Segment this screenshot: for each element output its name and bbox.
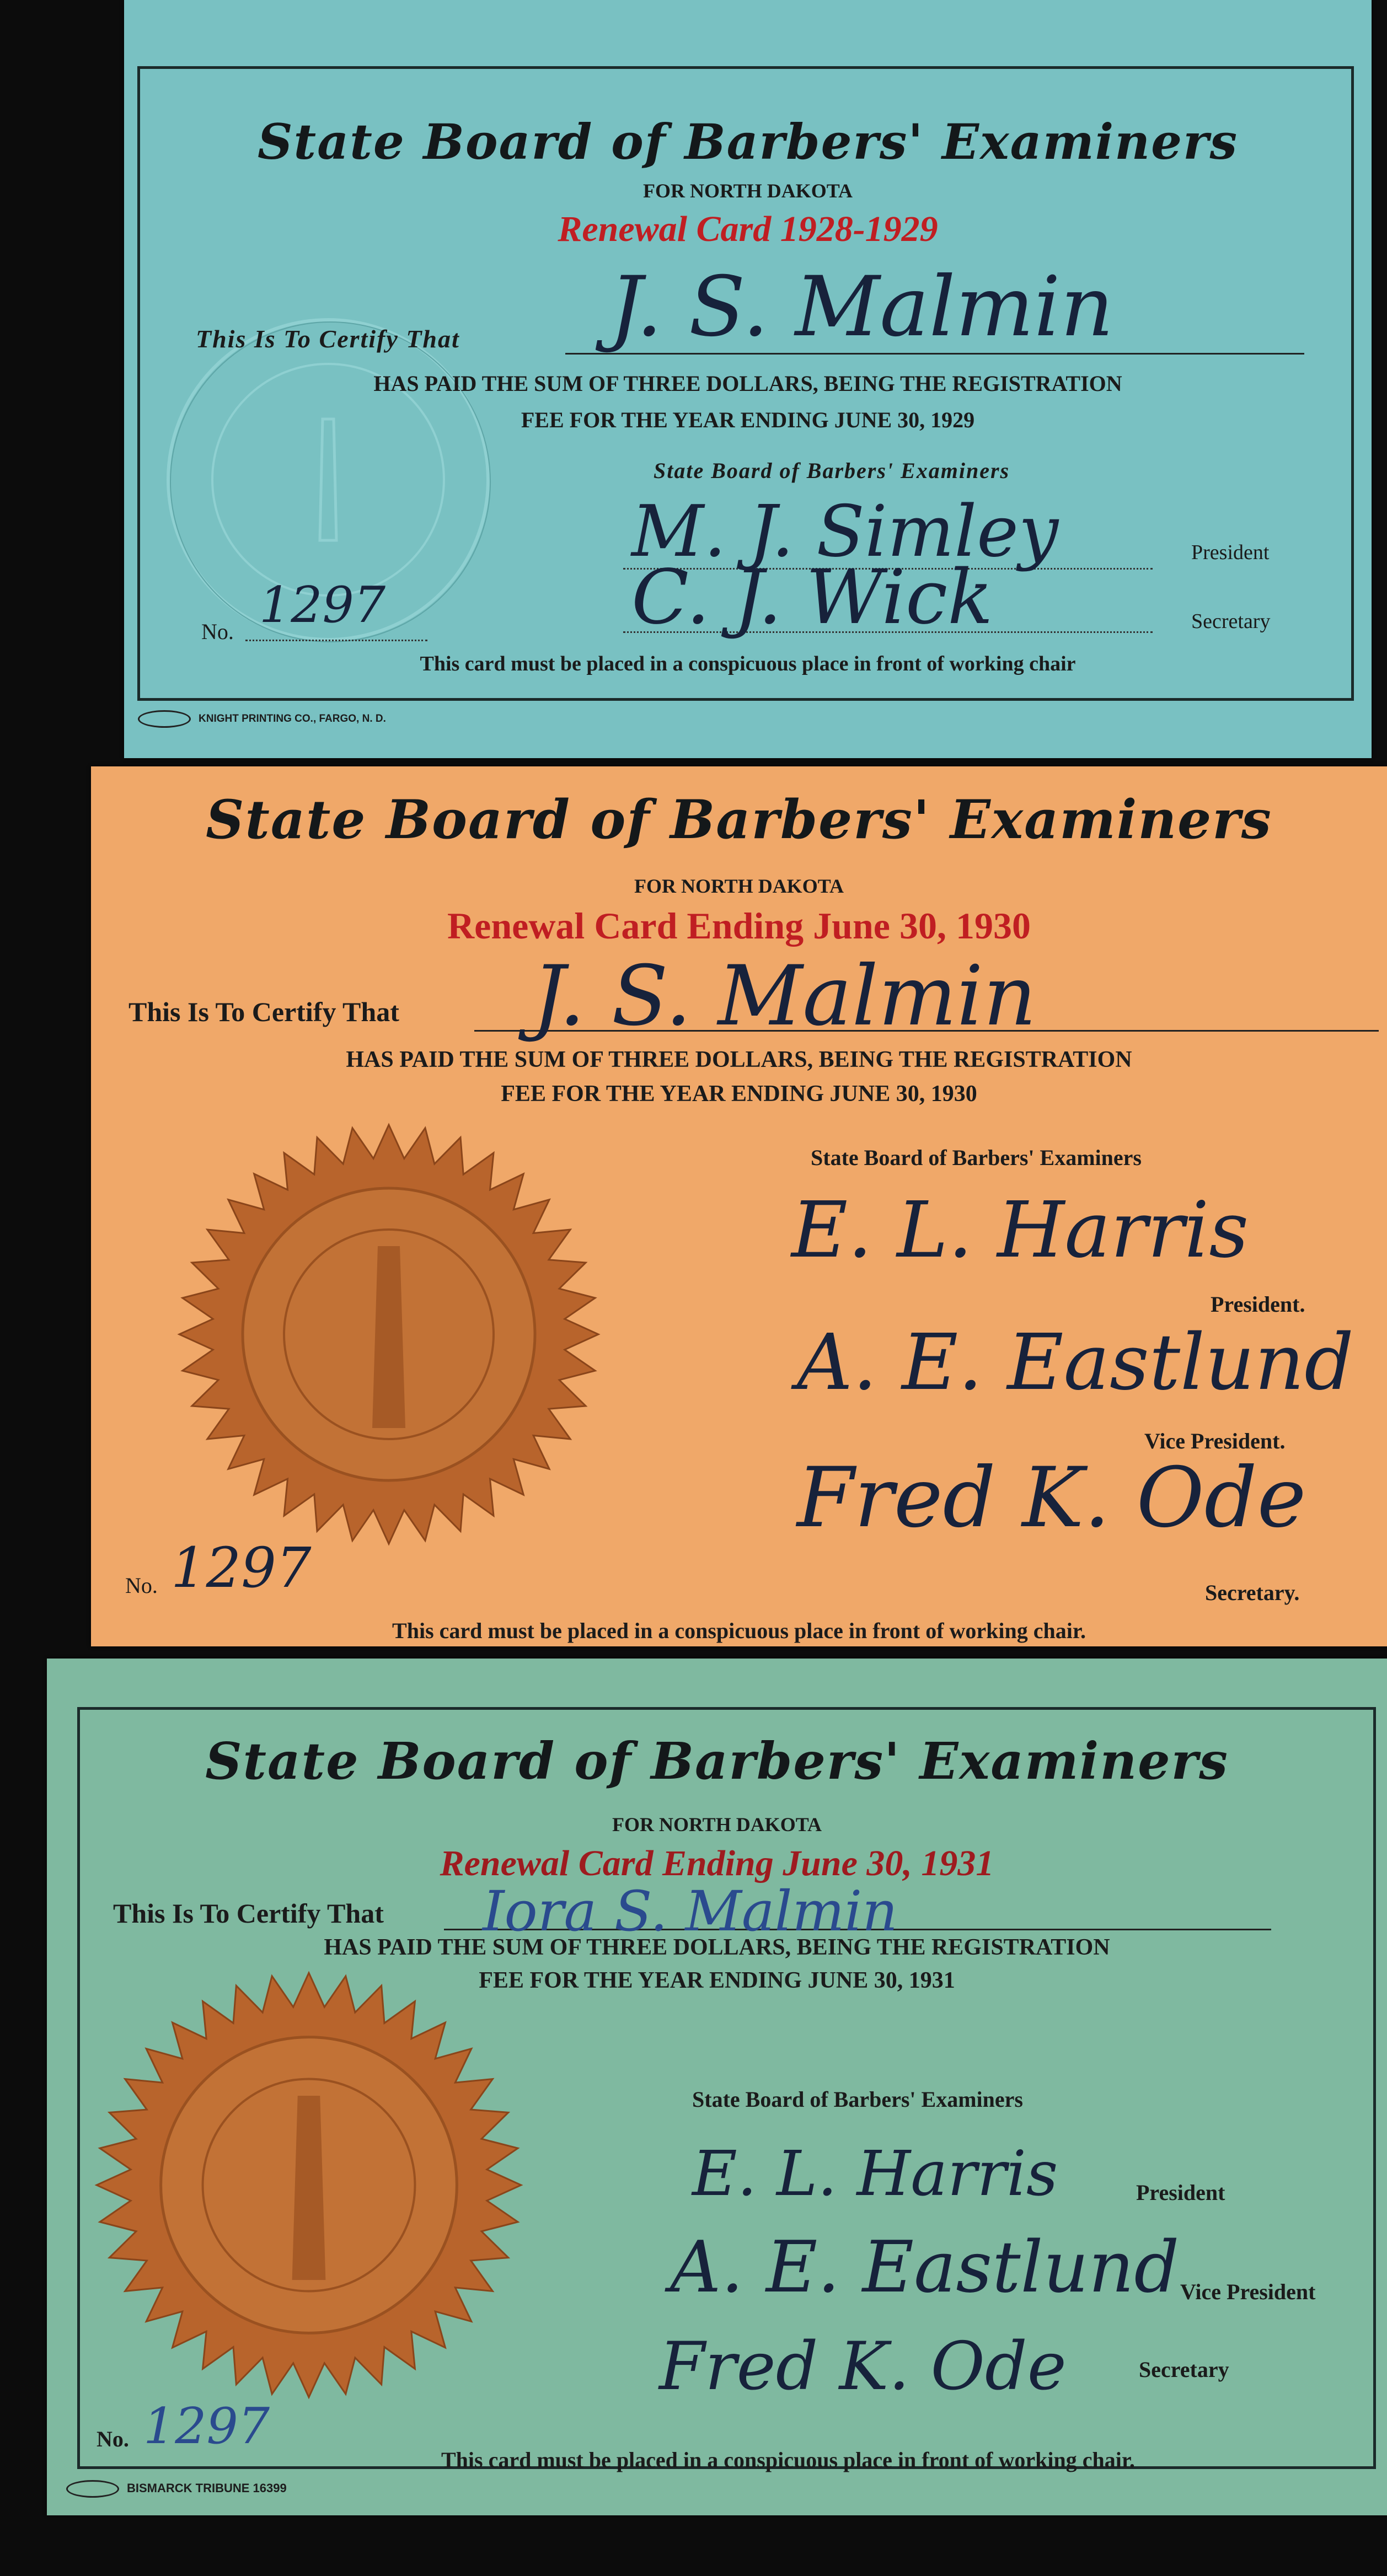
renewal-card-1930	[91, 766, 1387, 1646]
foil-seal	[91, 1967, 527, 2403]
payment-line-2: FEE FOR THE YEAR ENDING JUNE 30, 1931	[479, 1968, 955, 1993]
card-heading: State Board of Barbers' Examiners	[205, 1731, 1229, 1791]
secretary-label: Secretary	[1191, 610, 1271, 633]
board-label: State Board of Barbers' Examiners	[692, 2087, 1023, 2112]
number-line	[245, 640, 427, 641]
president-label: President	[1136, 2180, 1225, 2205]
secretary-label: Secretary.	[1205, 1580, 1300, 1605]
number-value: 1297	[143, 2397, 270, 2455]
payment-line-1: HAS PAID THE SUM OF THREE DOLLARS, BEING THE REGISTRATION	[324, 1935, 1110, 1960]
printer-logo-icon	[66, 2480, 119, 2498]
number-label: No.	[125, 1573, 158, 1598]
renewal-title: Renewal Card Ending June 30, 1930	[447, 905, 1031, 947]
footer-notice: This card must be placed in a conspicuous place in front of working chair.	[392, 1618, 1086, 1643]
state-line: FOR NORTH DAKOTA	[642, 180, 853, 202]
certify-label: This Is To Certify That	[128, 996, 399, 1027]
vice-president-signature: A. E. Eastlund	[670, 2226, 1180, 2309]
holder-signature: J. S. Malmin	[609, 259, 1114, 355]
president-signature: E. L. Harris	[692, 2138, 1058, 2210]
secretary-signature: Fred K. Ode	[659, 2328, 1067, 2405]
card-heading: State Board of Barbers' Examiners	[206, 788, 1272, 851]
renewal-title: Renewal Card Ending June 30, 1931	[440, 1843, 994, 1883]
renewal-card-1931	[47, 1659, 1387, 2515]
payment-line-2: FEE FOR THE YEAR ENDING JUNE 30, 1930	[501, 1081, 977, 1107]
holder-signature: J. S. Malmin	[532, 948, 1037, 1044]
payment-line-2: FEE FOR THE YEAR ENDING JUNE 30, 1929	[521, 407, 975, 432]
vice-president-label: Vice President.	[1144, 1429, 1286, 1453]
payment-line-1: HAS PAID THE SUM OF THREE DOLLARS, BEING THE REGISTRATION	[346, 1047, 1132, 1072]
secretary-signature: Fred K. Ode	[797, 1450, 1306, 1546]
payment-line-1: HAS PAID THE SUM OF THREE DOLLARS, BEING THE REGISTRATION	[373, 371, 1122, 396]
president-signature: M. J. Simley	[631, 491, 1059, 573]
number-label: No.	[201, 619, 234, 644]
vice-president-signature: A. E. Eastlund	[797, 1318, 1354, 1408]
printer-imprint-text: KNIGHT PRINTING CO., FARGO, N. D.	[199, 713, 386, 725]
secretary-label: Secretary	[1139, 2357, 1229, 2382]
printer-imprint-text: BISMARCK TRIBUNE 16399	[127, 2481, 287, 2495]
footer-notice: This card must be placed in a conspicuous place in front of working chair.	[441, 2448, 1135, 2472]
state-line: FOR NORTH DAKOTA	[612, 1813, 822, 1836]
renewal-title: Renewal Card 1928-1929	[558, 209, 938, 249]
printer-imprint	[66, 2480, 287, 2498]
secretary-signature: C. J. Wick	[631, 554, 993, 641]
state-line: FOR NORTH DAKOTA	[634, 875, 844, 897]
number-label: No.	[97, 2427, 129, 2451]
holder-signature: Iora S. Malmin	[483, 1879, 898, 1944]
printer-imprint	[138, 710, 386, 728]
renewal-card-1928-1929	[124, 0, 1372, 758]
certify-label: This Is To Certify That	[196, 325, 460, 353]
board-label: State Board of Barbers' Examiners	[811, 1145, 1142, 1170]
president-label: President	[1191, 541, 1270, 564]
board-label: State Board of Barbers' Examiners	[654, 458, 1010, 483]
certify-label: This Is To Certify That	[113, 1898, 384, 1929]
foil-seal	[174, 1119, 604, 1549]
president-signature: E. L. Harris	[791, 1185, 1249, 1275]
printer-logo-icon	[138, 710, 191, 728]
card-heading: State Board of Barbers' Examiners	[257, 113, 1239, 170]
number-value: 1297	[171, 1536, 312, 1600]
number-value: 1297	[259, 576, 386, 634]
footer-notice: This card must be placed in a conspicuous place in front of working chair	[420, 652, 1076, 675]
vice-president-label: Vice President	[1180, 2279, 1316, 2304]
president-label: President.	[1211, 1292, 1305, 1317]
